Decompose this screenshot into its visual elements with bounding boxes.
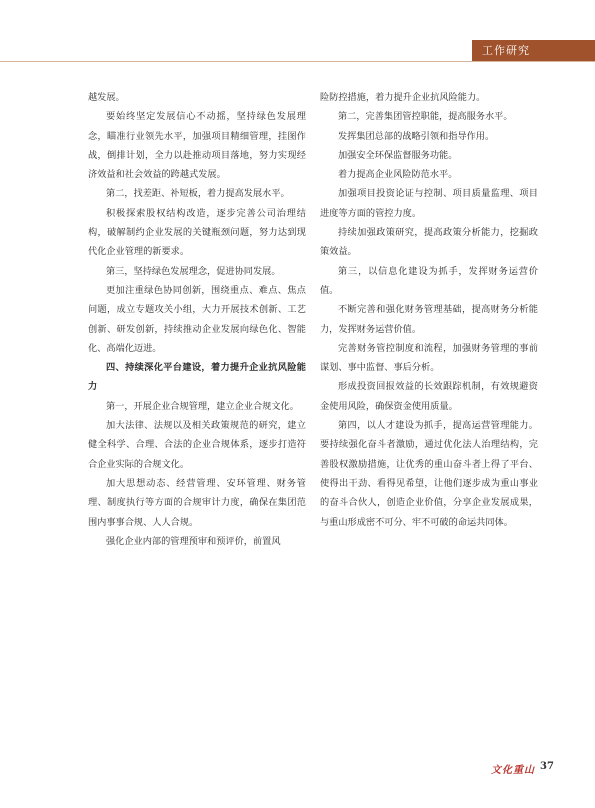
section-tab: 工作研究 bbox=[472, 40, 595, 62]
paragraph: 第三，以信息化建设为抓手，发挥财务运营价值。 bbox=[320, 265, 538, 296]
paragraph: 发挥集团总部的战略引领和指导作用。 bbox=[338, 130, 495, 142]
paragraph: 第一，开展企业合规管理，建立企业合规文化。 bbox=[106, 400, 299, 412]
paragraph: 越发展。 bbox=[88, 92, 125, 103]
paragraph: 更加注重绿色协同创新，围绕重点、难点、焦点问题，成立专题攻关小组，大力开展技术创新、工艺创新、研发创新，持续推动企业发展向绿色化、智能化、高端化迈进。 bbox=[88, 284, 306, 354]
section-heading: 四、持续深化平台建设，着力提升企业抗风险能力 bbox=[88, 362, 306, 393]
paragraph: 险防控措施，着力提升企业抗风险能力。 bbox=[320, 92, 486, 103]
paragraph: 形成投资回报效益的长效跟踪机制，有效规避资金使用风险，确保资金使用质量。 bbox=[320, 381, 538, 412]
paragraph: 强化企业内部的管理预审和预评价，前置风 bbox=[106, 535, 281, 547]
paragraph: 第二，完善集团管控职能，提高服务水平。 bbox=[338, 111, 513, 123]
paragraph: 要始终坚定发展信心不动摇，坚持绿色发展理念，瞄准行业领先水平，加强项目精细管理，挂图作战，倒排计划，全力以赴推动项目落地，努力实现经济效益和社会效益的跨越式发展。 bbox=[88, 111, 306, 181]
paragraph: 第二，找差距、补短板，着力提高发展水平。 bbox=[106, 188, 290, 200]
paragraph: 加大法律、法规以及相关政策规范的研究，建立健全科学、合理、合法的企业合规体系，逐步打造符合企业实际的合规文化。 bbox=[88, 420, 306, 470]
paragraph: 持续加强政策研究，提高政策分析能力，挖掘政策效益。 bbox=[320, 227, 538, 258]
right-column bbox=[320, 88, 538, 532]
page-number: 37 bbox=[540, 761, 554, 772]
paragraph: 第四，以人才建设为抓手，提高运营管理能力。要持续强化奋斗者激励，通过优化法人治理结构，完善股权激励措施，让优秀的重山奋斗者上得了平台、使得出干劲、看得见希望，让他们逐步成为重山事业的奋斗合伙人，创造企业价值，分享企业发展成果，与重山形成密不可分、牢不可破的命运共同体。 bbox=[320, 420, 538, 528]
paragraph: 积极探索股权结构改造，逐步完善公司治理结构，破解制约企业发展的关键瓶颈问题，努力达到现代化企业管理的新要求。 bbox=[88, 207, 306, 258]
paragraph: 第三，坚持绿色发展理念，促进协同发展。 bbox=[106, 265, 281, 277]
left-column bbox=[88, 88, 306, 551]
paragraph: 完善财务管控制度和流程，加强财务管理的事前谋划、事中监督、事后分析。 bbox=[320, 342, 538, 374]
paragraph: 不断完善和强化财务管理基础，提高财务分析能力，发挥财务运营价值。 bbox=[320, 304, 538, 335]
paragraph: 加强项目投资论证与控制、项目质量监理、项目进度等方面的管控力度。 bbox=[320, 188, 538, 219]
paragraph: 加强安全环保监督服务功能。 bbox=[338, 149, 458, 161]
footer-brand-logo: 文化重山 bbox=[491, 765, 535, 776]
paragraph: 着力提高企业风险防范水平。 bbox=[338, 169, 458, 181]
header-divider bbox=[0, 61, 595, 62]
paragraph: 加大思想动态、经营管理、安环管理、财务管理、制度执行等方面的合规审计力度，确保在集团范围内事事合规、人人合规。 bbox=[88, 477, 306, 528]
